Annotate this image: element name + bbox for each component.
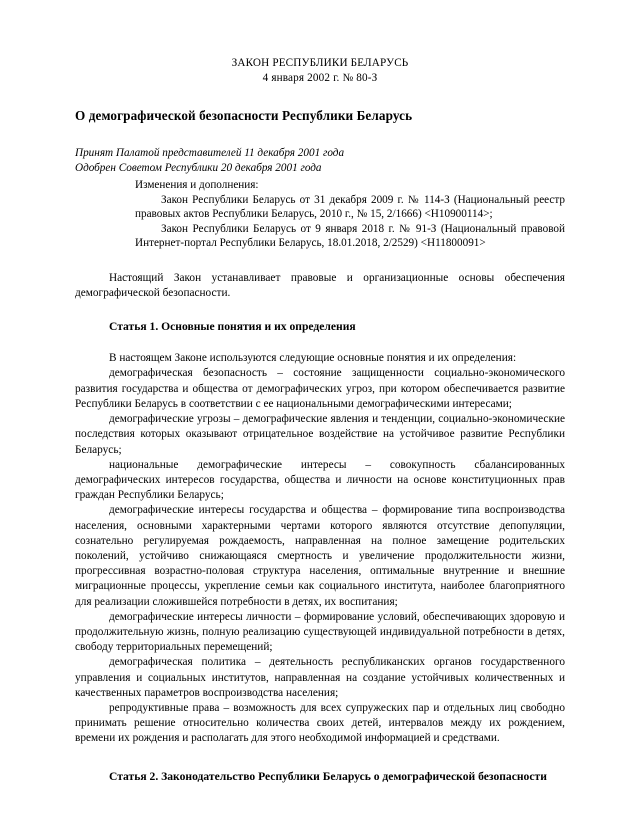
adoption-block [75,146,565,175]
article-1-lead-paragraph: В настоящем Законе используются следующие основные понятия и их определения: [109,352,517,365]
definition-personal-interests: демографические интересы личности – формирование условий, обеспечивающих здоровую и продолжительную жизнь, полную реализацию существующей индивидуальной потребности в детях, свободу территориальных перемещений; [75,610,565,654]
article-2-heading: Статья 2. Законодательство Республики Беларусь о демографической безопасности [109,769,547,783]
amendments-list [75,193,565,251]
law-date-number-line: 4 января 2002 г. № 80-З [262,72,378,84]
amendment-item: Закон Республики Беларусь от 31 декабря 2009 г. № 114-З (Национальный реестр правовых актов Республики Беларусь, 2010 г., № 15, 2/1666) <H10900114>; [135,193,565,221]
preamble-paragraph: Настоящий Закон устанавливает правовые и организационные основы обеспечения демографической безопасности. [75,271,565,300]
amendments-heading: Изменения и дополнения: [135,179,259,191]
definition-demographic-policy: демографическая политика – деятельность республиканских органов государственного управления и социальных институтов, направленная на создание устойчивых количественных и качественных параметров воспроизводства населения; [75,656,565,699]
article-1-heading: Статья 1. Основные понятия и их определения [109,320,356,334]
definition-national-demographic-interests: национальные демографические интересы – совокупность сбалансированных демографических интересов государства, общества и личности на основе конституционных прав граждан Республики Беларусь; [75,458,565,502]
document-header [75,56,565,86]
approved-by-council-line: Одобрен Советом Республики 20 декабря 2001 года [75,161,322,174]
definition-reproductive-rights: репродуктивные права – возможность для всех супружеских пар и отдельных лиц свободно принимать решение относительно количества своих детей, интервалов между их рождением, времени их рождения и располагать для этого необходимой информацией и средствами. [75,701,565,745]
definition-state-society-interests: демографические интересы государства и общества – формирование типа воспроизводства населения, основными характерными чертами которого являются отсутствие депопуляции, сознательно регулируемая рождаемость, направленная на полное замещение родительских поколений, устойчиво снижающаяся смертность и увеличение продолжительности жизни, прогрессивная возрастно-половая структура населения, оптимальные внутренние и внешние миграционные процессы, укрепление семьи как социального института, наиболее благоприятного для реализации сложившейся потребности в детях, их воспитания; [75,504,565,608]
law-type-line: ЗАКОН РЕСПУБЛИКИ БЕЛАРУСЬ [231,57,409,69]
amendment-item: Закон Республики Беларусь от 9 января 2018 г. № 91-З (Национальный правовой Интернет-портал Республики Беларусь, 18.01.2018, 2/2529) <H11800091> [135,222,565,250]
definition-demographic-security: демографическая безопасность – состояние защищенности социально-экономического развития государства и общества от демографических угроз, при котором обеспечивается развитие Республики Беларусь в соответствии с ее национальными демографическими интересами; [75,367,565,410]
adopted-by-house-line: Принят Палатой представителей 11 декабря 2001 года [75,147,345,159]
document-title: О демографической безопасности Республики Беларусь [75,108,413,123]
definition-demographic-threats: демографические угрозы – демографические явления и тенденции, социально-экономические последствия которых оказывают отрицательное воздействие на устойчивое развитие Республики Беларусь; [75,413,565,456]
